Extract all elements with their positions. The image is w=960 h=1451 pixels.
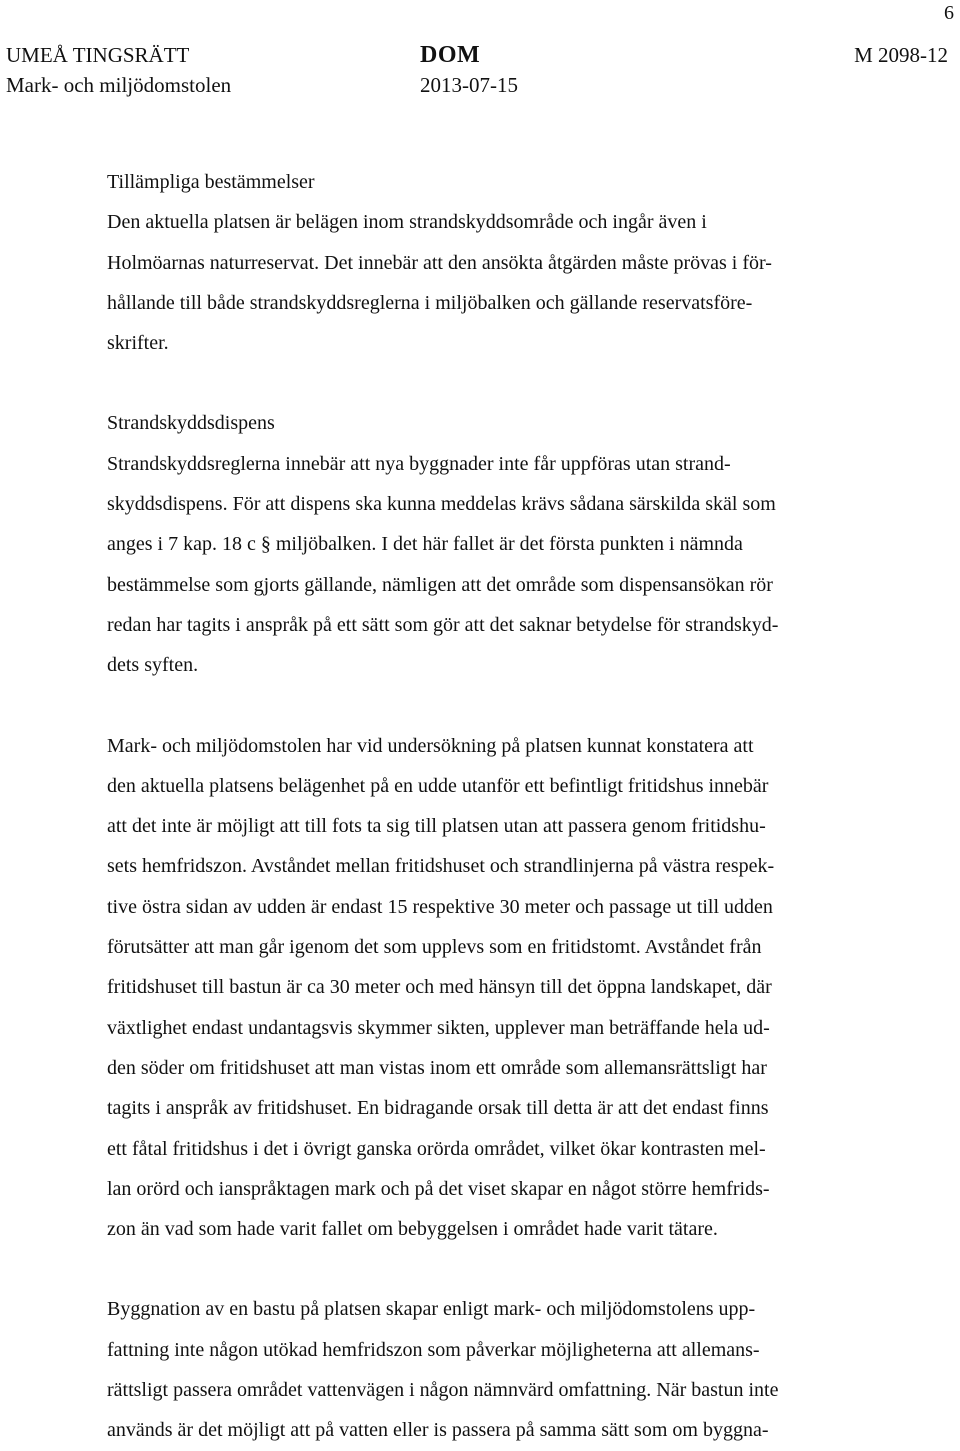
text-line: bestämmelse som gjorts gällande, nämligen att det område som dispensansökan rör — [107, 573, 773, 596]
text-line: växtlighet endast undantagsvis skymmer sikten, upplever man beträffande hela ud- — [107, 1016, 770, 1039]
text-line: skyddsdispens. För att dispens ska kunna meddelas krävs sådana särskilda skäl som — [107, 493, 776, 516]
text-line: fritidshuset till bastun är ca 30 meter och med hänsyn till det öppna landskapet, där — [107, 976, 772, 999]
text-line: skrifter. — [107, 332, 169, 355]
section-heading: Strandskyddsdispens — [107, 412, 275, 435]
document-body — [107, 162, 897, 1451]
text-line: används är det möjligt att på vatten eller is passera på samma sätt som om byggna- — [107, 1419, 769, 1442]
case-number: M 2098-12 — [854, 43, 948, 67]
paragraph-sauna-construction — [107, 1289, 897, 1450]
text-line: den söder om fritidshuset att man vistas inom ett område som allemansrättsligt har — [107, 1056, 767, 1079]
paragraph — [107, 202, 897, 363]
court-block — [6, 40, 231, 100]
text-line: anges i 7 kap. 18 c § miljöbalken. I det här fallet är det första punkten i nämnda — [107, 533, 743, 556]
court-division: Mark- och miljödomstolen — [6, 73, 232, 97]
paragraph-spacer — [107, 686, 897, 726]
text-line: tagits i anspråk av fritidshuset. En bidragande orsak till detta är att det endast finns — [107, 1097, 769, 1120]
text-line: Byggnation av en bastu på platsen skapar enligt mark- och miljödomstolens upp- — [107, 1298, 756, 1321]
section-heading: Tillämpliga bestämmelser — [107, 171, 315, 193]
document-type-block — [420, 40, 518, 100]
paragraph-spacer — [107, 1249, 897, 1289]
section-applicable-provisions — [107, 162, 897, 363]
paragraph — [107, 444, 897, 686]
text-line: dets syften. — [107, 654, 199, 677]
text-line: lan orörd och ianspråktagen mark och på det viset skapar en något större hemfrids- — [107, 1177, 770, 1200]
text-line: ett fåtal fritidshus i det i övrigt ganska orörda området, vilket ökar kontrasten mel- — [107, 1137, 766, 1160]
text-line: tive östra sidan av udden är endast 15 respektive 30 meter och passage ut till udden — [107, 895, 773, 918]
text-line: Mark- och miljödomstolen har vid undersökning på platsen kunnat konstatera att — [107, 734, 754, 757]
text-line: Den aktuella platsen är belägen inom strandskyddsområde och ingår även i — [107, 211, 707, 234]
text-line: redan har tagits i anspråk på ett sätt som gör att det saknar betydelse för strandskyd- — [107, 613, 779, 636]
court-name: UMEÅ TINGSRÄTT — [6, 43, 190, 67]
text-line: den aktuella platsens belägenhet på en udde utanför ett befintligt fritidshus innebär — [107, 774, 769, 797]
text-line: zon än vad som hade varit fallet om bebyggelsen i området hade varit tätare. — [107, 1218, 718, 1241]
text-line: rättsligt passera området vattenvägen i någon nämnvärd omfattning. När bastun inte — [107, 1379, 779, 1402]
text-line: att det inte är möjligt att till fots ta sig till platsen utan att passera genom fritidshu- — [107, 815, 766, 838]
text-line: Holmöarnas naturreservat. Det innebär att den ansökta åtgärden måste prövas i för- — [107, 251, 772, 274]
document-date: 2013-07-15 — [420, 73, 518, 97]
document-type: DOM — [420, 42, 481, 68]
text-line: fattning inte någon utökad hemfridszon som påverkar möjligheterna att allemans- — [107, 1338, 760, 1361]
section-shore-protection-exemption — [107, 403, 897, 685]
text-line: sets hemfridszon. Avståndet mellan fritidshuset och strandlinjerna på västra respek- — [107, 855, 775, 878]
paragraph-site-inspection — [107, 726, 897, 1250]
text-line: hållande till både strandskyddsreglerna i miljöbalken och gällande reservatsföre- — [107, 291, 753, 314]
text-line: förutsätter att man går igenom det som upplevs som en fritidstomt. Avståndet från — [107, 936, 762, 959]
document-header — [0, 40, 960, 100]
page-number: 6 — [944, 2, 954, 24]
text-line: Strandskyddsreglerna innebär att nya byggnader inte får uppföras utan strand- — [107, 452, 731, 475]
paragraph-spacer — [107, 363, 897, 403]
